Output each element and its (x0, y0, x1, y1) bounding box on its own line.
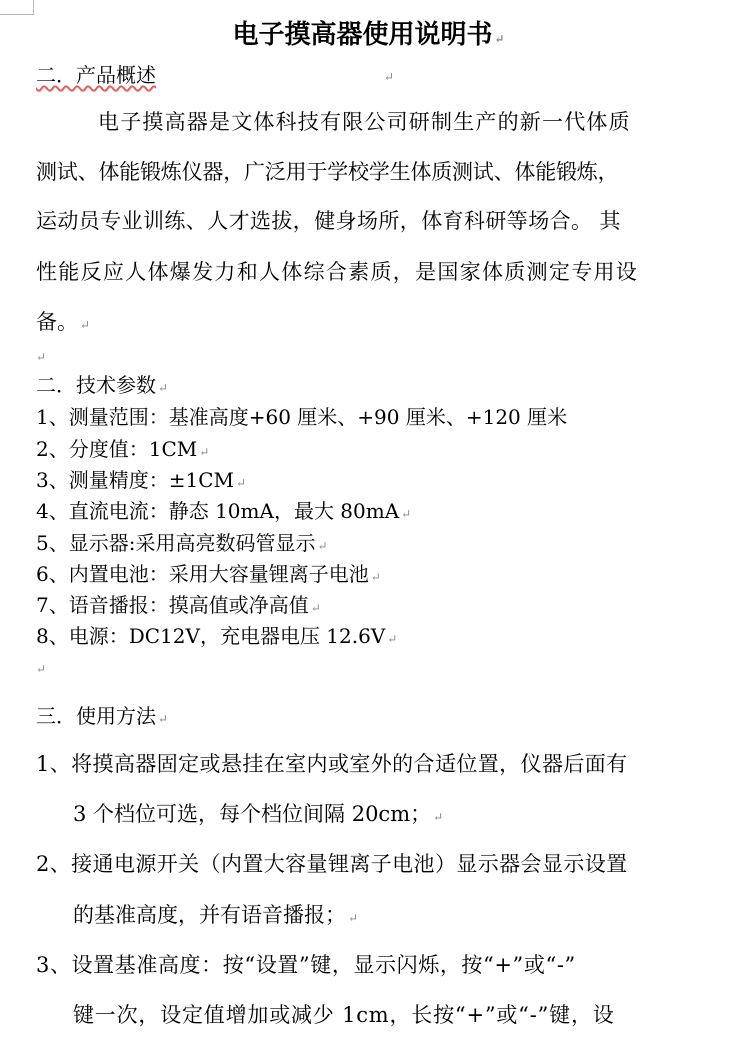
usage-line-4 (73, 903, 358, 930)
overview-line-2: 测试、体能锻炼仪器，广泛用于学校学生体质测试、体能锻炼， (36, 160, 619, 184)
page-corner-mark (0, 0, 34, 15)
paragraph-mark-icon: ↵ (348, 911, 359, 925)
item-text: 7、语音播报：摸高值或净高值 (36, 593, 309, 617)
section-heading-usage (36, 704, 168, 731)
spec-item (36, 562, 381, 589)
paragraph-mark-icon: ↵ (158, 712, 169, 726)
document-title (0, 20, 737, 54)
spec-item (36, 437, 209, 464)
paragraph-mark-icon: ↵ (36, 350, 47, 364)
usage-line-5: 3、设置基准高度：按“设置”键，显示闪烁，按“+”或“-” (36, 953, 576, 977)
paragraph-mark-icon: ↵ (199, 445, 210, 459)
item-text: 5、显示器:采用高亮数码管显示 (36, 531, 316, 555)
overview-line-3: 运动员专业训练、人才选拔，健身场所，体育科研等场合。 其 (36, 209, 621, 233)
paragraph-mark-icon: ↵ (310, 601, 321, 615)
spec-item (36, 624, 397, 651)
paragraph-mark-icon: ↵ (433, 810, 444, 824)
item-text: 2、分度值：1CM (36, 437, 198, 461)
spec-item (36, 593, 321, 620)
line-text: 3 个档位可选，每个档位间隔 20cm； (73, 802, 432, 826)
usage-line-6: 键一次，设定值增加或减少 1cm，长按“+”或“-”键，设 (73, 1003, 615, 1027)
spec-item (36, 499, 411, 526)
usage-line-2 (73, 802, 443, 829)
paragraph-mark-icon: ↵ (370, 570, 381, 584)
paragraph-mark-icon: ↵ (494, 32, 505, 46)
section-heading-overview (36, 63, 156, 87)
paragraph-mark-icon: ↵ (158, 381, 169, 395)
usage-line-3: 2、接通电源开关（内置大容量锂离子电池）显示器会显示设置 (36, 852, 628, 876)
title-text: 电子摸高器使用说明书 (232, 20, 493, 50)
line-text: 的基准高度，并有语音播报； (73, 903, 346, 927)
spec-item (36, 468, 246, 495)
overview-line-4: 性能反应人体爆发力和人体综合素质，是国家体质测定专用设 (36, 260, 639, 284)
paragraph-mark-icon: ↵ (80, 318, 91, 332)
line-text: 备。 (36, 310, 78, 334)
section-heading-specs (36, 373, 168, 400)
overview-line-5 (36, 310, 90, 337)
item-text: 8、电源：DC12V，充电器电压 12.6V (36, 624, 386, 648)
heading-text: 二．技术参数 (36, 373, 156, 397)
paragraph-mark-icon: ↵ (384, 70, 395, 84)
heading-text: 二．产品概述 (36, 63, 156, 87)
heading-text: 三．使用方法 (36, 704, 156, 728)
paragraph-mark-icon: ↵ (36, 662, 47, 676)
paragraph-mark-icon: ↵ (387, 632, 398, 646)
item-text: 3、测量精度：±1CM (36, 468, 234, 492)
spec-item (36, 531, 328, 558)
spec-item: 1、测量范围：基准高度+60 厘米、+90 厘米、+120 厘米 (36, 405, 568, 429)
paragraph-mark-icon: ↵ (317, 539, 328, 553)
paragraph-mark-icon: ↵ (236, 476, 247, 490)
item-text: 6、内置电池：采用大容量锂离子电池 (36, 562, 369, 586)
usage-line-1: 1、将摸高器固定或悬挂在室内或室外的合适位置，仪器后面有 (36, 752, 628, 776)
item-text: 4、直流电流：静态 10mA，最大 80mA (36, 499, 400, 523)
overview-line-1: 电子摸高器是文体科技有限公司研制生产的新一代体质 (98, 110, 631, 134)
paragraph-mark-icon: ↵ (401, 507, 412, 521)
